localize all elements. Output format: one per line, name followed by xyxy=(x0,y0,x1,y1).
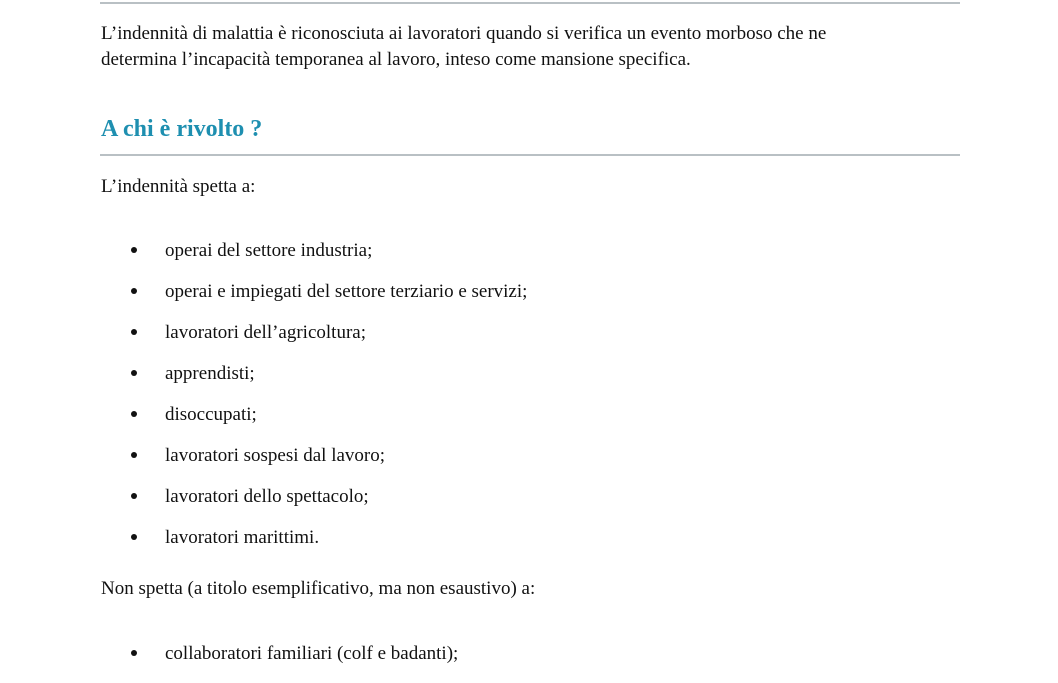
list-item-text: operai del settore industria; xyxy=(165,240,373,261)
list-item-text: disoccupati; xyxy=(165,404,257,425)
bullet-icon xyxy=(131,493,137,499)
section-heading: A chi è rivolto ? xyxy=(101,116,263,142)
heading-divider xyxy=(100,154,960,156)
list-item-text: lavoratori marittimi. xyxy=(165,527,320,548)
bullet-icon xyxy=(131,329,137,335)
list-item-text: operai e impiegati del settore terziario e servizi; xyxy=(165,281,528,302)
intro-line-1: L’indennità di malattia è riconosciuta ai lavoratori quando si verifica un evento morboso che ne xyxy=(101,23,827,44)
top-divider xyxy=(100,2,960,4)
list-item-text: lavoratori sospesi dal lavoro; xyxy=(165,445,386,466)
bullet-icon xyxy=(131,534,137,540)
intro-line-2: determina l’incapacità temporanea al lavoro, inteso come mansione specifica. xyxy=(101,49,691,70)
bullet-icon xyxy=(131,370,137,376)
intro-paragraph xyxy=(101,21,826,73)
bullet-icon xyxy=(131,452,137,458)
bullet-icon xyxy=(131,288,137,294)
list-item-text: lavoratori dello spettacolo; xyxy=(165,486,369,507)
eligible-intro: L’indennità spetta a: xyxy=(101,176,256,197)
bullet-icon xyxy=(131,650,137,656)
list-item-text: collaboratori familiari (colf e badanti); xyxy=(165,643,459,664)
not-eligible-intro: Non spetta (a titolo esemplificativo, ma non esaustivo) a: xyxy=(101,578,536,599)
bullet-icon xyxy=(131,247,137,253)
list-item-text: lavoratori dell’agricoltura; xyxy=(165,322,366,343)
bullet-icon xyxy=(131,411,137,417)
list-item-text: apprendisti; xyxy=(165,363,255,384)
